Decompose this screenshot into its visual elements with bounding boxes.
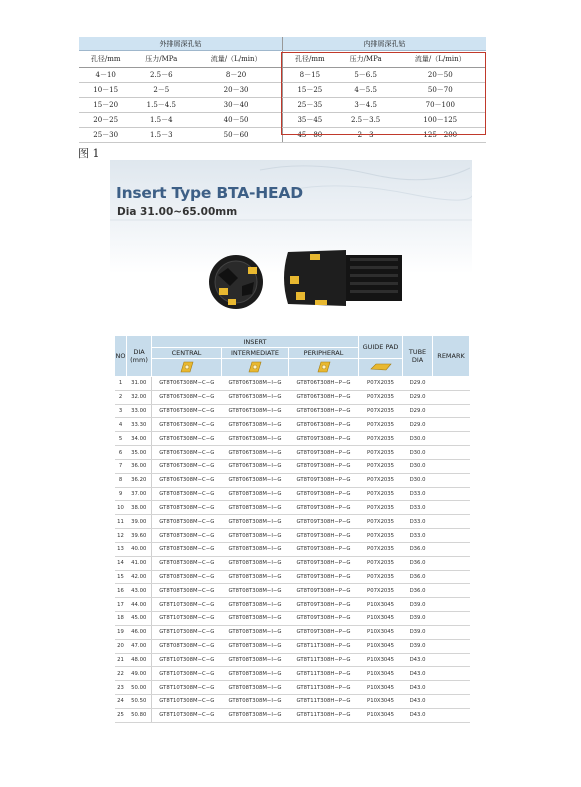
table-cell: 20－30 [190,83,282,98]
cell-dia: 31.00 [127,377,152,391]
cell-guide-pad: P07X2035 [359,418,403,432]
cell-dia: 44.00 [127,598,152,612]
cell-central: GT8T10T308M−C−G [152,625,222,639]
cell-dia: 50.00 [127,681,152,695]
table-cell: 40－50 [190,113,282,128]
header-intermediate: INTERMEDIATE [222,348,289,359]
table-cell: 100－125 [395,113,486,128]
table-cell: 50－70 [395,83,486,98]
cell-intermediate: GT8T06T308M−I−G [222,473,289,487]
cell-tube-dia: D30.0 [403,446,433,460]
cell-no: 1 [115,377,127,391]
cell-no: 16 [115,584,127,598]
group-internal-chip: 内排屑深孔钻 [282,37,486,51]
peripheral-insert-icon [317,361,331,373]
table-cell: 4－10 [79,68,132,83]
cell-remark [433,529,470,543]
cell-central: GT8T08T308M−C−G [152,487,222,501]
cell-tube-dia: D36.0 [403,584,433,598]
cell-central: GT8T08T308M−C−G [152,515,222,529]
table-row [115,501,470,515]
col-header: 压力/MPa [132,51,190,68]
cell-guide-pad: P10X3045 [359,653,403,667]
cell-guide-pad: P07X2035 [359,584,403,598]
cell-guide-pad: P07X2035 [359,570,403,584]
cell-peripheral: GT8T09T308H−P−G [289,432,359,446]
cell-guide-pad: P10X3045 [359,681,403,695]
cell-intermediate: GT8T08T308M−I−G [222,625,289,639]
cell-peripheral: GT8T11T308H−P−G [289,681,359,695]
cell-tube-dia: D43.0 [403,708,433,722]
cell-intermediate: GT8T08T308M−I−G [222,487,289,501]
cell-tube-dia: D29.0 [403,404,433,418]
cell-remark [433,390,470,404]
cell-intermediate: GT8T08T308M−I−G [222,515,289,529]
table-row [115,377,470,391]
cell-dia: 39.00 [127,515,152,529]
cell-peripheral: GT8T09T308H−P−G [289,584,359,598]
table-cell: 2.5－6 [132,68,190,83]
cell-peripheral: GT8T11T308H−P−G [289,695,359,709]
col-header: 流量/（L/min） [395,51,486,68]
cell-peripheral: GT8T06T308H−P−G [289,377,359,391]
cell-dia: 45.00 [127,612,152,626]
cell-no: 13 [115,542,127,556]
cell-peripheral: GT8T09T308H−P−G [289,515,359,529]
table-row [79,113,486,128]
cell-guide-pad: P10X3045 [359,667,403,681]
table-cell: 1.5－4.5 [132,98,190,113]
cell-no: 24 [115,695,127,709]
header-central: CENTRAL [152,348,222,359]
cell-dia: 50.80 [127,708,152,722]
cell-remark [433,625,470,639]
table-row [115,556,470,570]
cell-dia: 36.20 [127,473,152,487]
table-row [115,473,470,487]
cell-intermediate: GT8T08T308M−I−G [222,556,289,570]
table-cell: 20－50 [395,68,486,83]
cell-dia: 32.00 [127,390,152,404]
cell-peripheral: GT8T11T308H−P−G [289,708,359,722]
deep-hole-drill-table [79,37,486,143]
cell-peripheral: GT8T06T308H−P−G [289,390,359,404]
table-cell: 2－3 [337,128,395,143]
cell-tube-dia: D29.0 [403,418,433,432]
cell-peripheral: GT8T09T308H−P−G [289,556,359,570]
cell-no: 9 [115,487,127,501]
cell-intermediate: GT8T06T308M−I−G [222,446,289,460]
cell-peripheral: GT8T09T308H−P−G [289,570,359,584]
table-cell: 15－25 [282,83,336,98]
table-cell: 8－15 [282,68,336,83]
guide-pad-icon [370,362,392,372]
cell-guide-pad: P10X3045 [359,598,403,612]
cell-guide-pad: P10X3045 [359,639,403,653]
cell-dia: 40.00 [127,542,152,556]
cell-peripheral: GT8T11T308H−P−G [289,667,359,681]
table-cell: 70－100 [395,98,486,113]
table-row [79,83,486,98]
cell-guide-pad: P07X2035 [359,542,403,556]
cell-no: 11 [115,515,127,529]
cell-guide-pad: P07X2035 [359,556,403,570]
cell-central: GT8T08T308M−C−G [152,584,222,598]
cell-central: GT8T10T308M−C−G [152,695,222,709]
cell-dia: 38.00 [127,501,152,515]
cell-peripheral: GT8T09T308H−P−G [289,446,359,460]
cell-intermediate: GT8T06T308M−I−G [222,418,289,432]
cell-central: GT8T08T308M−C−G [152,529,222,543]
cell-intermediate: GT8T06T308M−I−G [222,459,289,473]
cell-central: GT8T08T308M−C−G [152,556,222,570]
drill-end-view-image [209,255,263,309]
cell-intermediate: GT8T08T308M−I−G [222,501,289,515]
table-cell: 30－40 [190,98,282,113]
cell-peripheral: GT8T09T308H−P−G [289,612,359,626]
cell-guide-pad: P10X3045 [359,708,403,722]
bta-insert-spec-table [114,335,470,723]
cell-tube-dia: D39.0 [403,639,433,653]
header-insert: INSERT [152,336,359,348]
cell-remark [433,473,470,487]
table-row [115,681,470,695]
cell-intermediate: GT8T08T308M−I−G [222,681,289,695]
cell-central: GT8T06T308M−C−G [152,377,222,391]
table-row [79,98,486,113]
cell-central: GT8T10T308M−C−G [152,612,222,626]
cell-peripheral: GT8T11T308H−P−G [289,639,359,653]
table-row [115,418,470,432]
cell-guide-pad: P07X2035 [359,473,403,487]
cell-guide-pad: P07X2035 [359,390,403,404]
cell-no: 17 [115,598,127,612]
cell-no: 3 [115,404,127,418]
table-cell: 125－200 [395,128,486,143]
cell-peripheral: GT8T09T308H−P−G [289,598,359,612]
cell-remark [433,708,470,722]
group-header-row [79,37,486,51]
cell-guide-pad: P07X2035 [359,529,403,543]
col-header: 压力/MPa [337,51,395,68]
cell-tube-dia: D36.0 [403,570,433,584]
cell-guide-pad: P07X2035 [359,446,403,460]
cell-tube-dia: D33.0 [403,501,433,515]
table-row [115,404,470,418]
cell-tube-dia: D43.0 [403,695,433,709]
cell-no: 18 [115,612,127,626]
cell-peripheral: GT8T09T308H−P−G [289,487,359,501]
table-row [79,68,486,83]
table-row [115,515,470,529]
cell-remark [433,418,470,432]
cell-no: 22 [115,667,127,681]
cell-dia: 48.00 [127,653,152,667]
guide-pad-cell [359,359,403,377]
cell-central: GT8T10T308M−C−G [152,681,222,695]
cell-tube-dia: D36.0 [403,556,433,570]
cell-guide-pad: P07X2035 [359,515,403,529]
cell-peripheral: GT8T09T308H−P−G [289,473,359,487]
cell-guide-pad: P07X2035 [359,377,403,391]
cell-intermediate: GT8T08T308M−I−G [222,708,289,722]
cell-peripheral: GT8T06T308H−P−G [289,404,359,418]
table-row [115,667,470,681]
cell-remark [433,570,470,584]
header-dia-label: DIA [133,348,145,356]
cell-guide-pad: P07X2035 [359,459,403,473]
group-external-chip: 外排屑深孔钻 [79,37,282,51]
table-cell: 25－30 [79,128,132,143]
cell-remark [433,404,470,418]
cell-remark [433,598,470,612]
col-header: 流量/（L/min） [190,51,282,68]
drill-side-view-image [284,250,402,306]
cell-remark [433,487,470,501]
cell-guide-pad: P07X2035 [359,432,403,446]
cell-guide-pad: P10X3045 [359,625,403,639]
table-row [115,598,470,612]
peripheral-insert-cell [289,359,359,377]
cell-intermediate: GT8T06T308M−I−G [222,432,289,446]
cell-dia: 37.00 [127,487,152,501]
cell-central: GT8T10T308M−C−G [152,653,222,667]
table-row [115,653,470,667]
cell-peripheral: GT8T09T308H−P−G [289,625,359,639]
cell-no: 6 [115,446,127,460]
cell-tube-dia: D30.0 [403,459,433,473]
table-cell: 2－5 [132,83,190,98]
cell-remark [433,584,470,598]
cell-dia: 33.00 [127,404,152,418]
table-row [115,459,470,473]
cell-central: GT8T06T308M−C−G [152,390,222,404]
cell-intermediate: GT8T08T308M−I−G [222,695,289,709]
cell-intermediate: GT8T08T308M−I−G [222,598,289,612]
cell-remark [433,695,470,709]
intermediate-insert-icon [248,361,262,373]
cell-tube-dia: D39.0 [403,598,433,612]
header-dia-unit: (mm) [130,356,148,364]
cell-tube-dia: D33.0 [403,487,433,501]
table-row [115,529,470,543]
figure-label: 图 1 [78,147,100,160]
cell-no: 4 [115,418,127,432]
cell-tube-dia: D33.0 [403,515,433,529]
cell-remark [433,501,470,515]
table-row [79,128,486,143]
cell-peripheral: GT8T09T308H−P−G [289,459,359,473]
cell-remark [433,556,470,570]
cell-tube-dia: D43.0 [403,681,433,695]
cell-central: GT8T08T308M−C−G [152,501,222,515]
cell-no: 7 [115,459,127,473]
cell-no: 5 [115,432,127,446]
cell-intermediate: GT8T08T308M−I−G [222,570,289,584]
cell-intermediate: GT8T08T308M−I−G [222,584,289,598]
table-cell: 15－20 [79,98,132,113]
cell-tube-dia: D30.0 [403,473,433,487]
cell-intermediate: GT8T08T308M−I−G [222,612,289,626]
cell-guide-pad: P10X3045 [359,695,403,709]
cell-intermediate: GT8T06T308M−I−G [222,390,289,404]
table-cell: 3－4.5 [337,98,395,113]
table-cell: 1.5－3 [132,128,190,143]
cell-no: 25 [115,708,127,722]
table-cell: 25－35 [282,98,336,113]
table-cell: 8－20 [190,68,282,83]
cell-peripheral: GT8T06T308H−P−G [289,418,359,432]
cell-intermediate: GT8T08T308M−I−G [222,639,289,653]
cell-dia: 50.50 [127,695,152,709]
cell-no: 19 [115,625,127,639]
cell-no: 21 [115,653,127,667]
table-cell: 1.5－4 [132,113,190,128]
cell-guide-pad: P07X2035 [359,487,403,501]
cell-peripheral: GT8T09T308H−P−G [289,501,359,515]
cell-central: GT8T06T308M−C−G [152,459,222,473]
cell-no: 15 [115,570,127,584]
table-cell: 10－15 [79,83,132,98]
cell-central: GT8T08T308M−C−G [152,570,222,584]
cell-no: 23 [115,681,127,695]
cell-central: GT8T06T308M−C−G [152,418,222,432]
cell-no: 20 [115,639,127,653]
cell-peripheral: GT8T09T308H−P−G [289,529,359,543]
cell-tube-dia: D43.0 [403,653,433,667]
header-tube-dia: TUBE DIA [403,336,433,377]
banner-subtitle: Dia 31.00~65.00mm [117,206,238,218]
cell-remark [433,542,470,556]
cell-remark [433,515,470,529]
column-header-row [79,51,486,68]
cell-remark [433,377,470,391]
cell-remark [433,639,470,653]
product-banner [110,160,472,322]
cell-central: GT8T08T308M−C−G [152,639,222,653]
table-row [115,487,470,501]
cell-remark [433,681,470,695]
cell-dia: 39.60 [127,529,152,543]
table-row [115,390,470,404]
cell-peripheral: GT8T11T308H−P−G [289,653,359,667]
cell-central: GT8T10T308M−C−G [152,598,222,612]
table-row [115,695,470,709]
header-dia [127,336,152,377]
cell-peripheral: GT8T09T308H−P−G [289,542,359,556]
table-row [115,625,470,639]
col-header: 孔径/mm [282,51,336,68]
central-insert-cell [152,359,222,377]
header-guide-pad: GUIDE PAD [359,336,403,359]
table-row [115,584,470,598]
cell-remark [433,612,470,626]
cell-guide-pad: P07X2035 [359,501,403,515]
cell-central: GT8T10T308M−C−G [152,667,222,681]
cell-intermediate: GT8T08T308M−I−G [222,653,289,667]
central-insert-icon [180,361,194,373]
header-row-1 [115,336,470,348]
table-cell: 20－25 [79,113,132,128]
cell-remark [433,432,470,446]
cell-tube-dia: D30.0 [403,432,433,446]
cell-dia: 34.00 [127,432,152,446]
cell-central: GT8T06T308M−C−G [152,473,222,487]
table-row [115,432,470,446]
cell-intermediate: GT8T08T308M−I−G [222,542,289,556]
table-row [115,708,470,722]
cell-remark [433,667,470,681]
table-cell: 35－45 [282,113,336,128]
cell-no: 12 [115,529,127,543]
cell-guide-pad: P07X2035 [359,404,403,418]
cell-intermediate: GT8T08T308M−I−G [222,667,289,681]
cell-tube-dia: D29.0 [403,390,433,404]
cell-dia: 36.00 [127,459,152,473]
cell-dia: 43.00 [127,584,152,598]
table-row [115,570,470,584]
cell-remark [433,446,470,460]
cell-central: GT8T06T308M−C−G [152,432,222,446]
banner-title: Insert Type BTA-HEAD [116,184,303,202]
cell-remark [433,459,470,473]
cell-remark [433,653,470,667]
table-row [115,639,470,653]
table-row [115,612,470,626]
cell-tube-dia: D39.0 [403,612,433,626]
cell-no: 10 [115,501,127,515]
cell-central: GT8T06T308M−C−G [152,446,222,460]
cell-tube-dia: D43.0 [403,667,433,681]
cell-tube-dia: D39.0 [403,625,433,639]
intermediate-insert-cell [222,359,289,377]
cell-dia: 46.00 [127,625,152,639]
table-cell: 5－6.5 [337,68,395,83]
header-remark: REMARK [433,336,470,377]
cell-no: 8 [115,473,127,487]
table-cell: 4－5.5 [337,83,395,98]
header-no: NO [115,336,127,377]
cell-tube-dia: D33.0 [403,529,433,543]
cell-dia: 35.00 [127,446,152,460]
cell-tube-dia: D36.0 [403,542,433,556]
header-peripheral: PERIPHERAL [289,348,359,359]
cell-dia: 41.00 [127,556,152,570]
cell-no: 14 [115,556,127,570]
table-cell: 2.5－3.5 [337,113,395,128]
cell-intermediate: GT8T08T308M−I−G [222,529,289,543]
table-cell: 50－60 [190,128,282,143]
cell-dia: 47.00 [127,639,152,653]
cell-central: GT8T10T308M−C−G [152,708,222,722]
cell-intermediate: GT8T06T308M−I−G [222,377,289,391]
table-row [115,542,470,556]
cell-dia: 42.00 [127,570,152,584]
cell-central: GT8T08T308M−C−G [152,542,222,556]
cell-guide-pad: P10X3045 [359,612,403,626]
cell-central: GT8T06T308M−C−G [152,404,222,418]
cell-intermediate: GT8T06T308M−I−G [222,404,289,418]
table-row [115,446,470,460]
cell-no: 2 [115,390,127,404]
cell-tube-dia: D29.0 [403,377,433,391]
col-header: 孔径/mm [79,51,132,68]
cell-dia: 49.00 [127,667,152,681]
cell-dia: 33.30 [127,418,152,432]
table-cell: 45－80 [282,128,336,143]
